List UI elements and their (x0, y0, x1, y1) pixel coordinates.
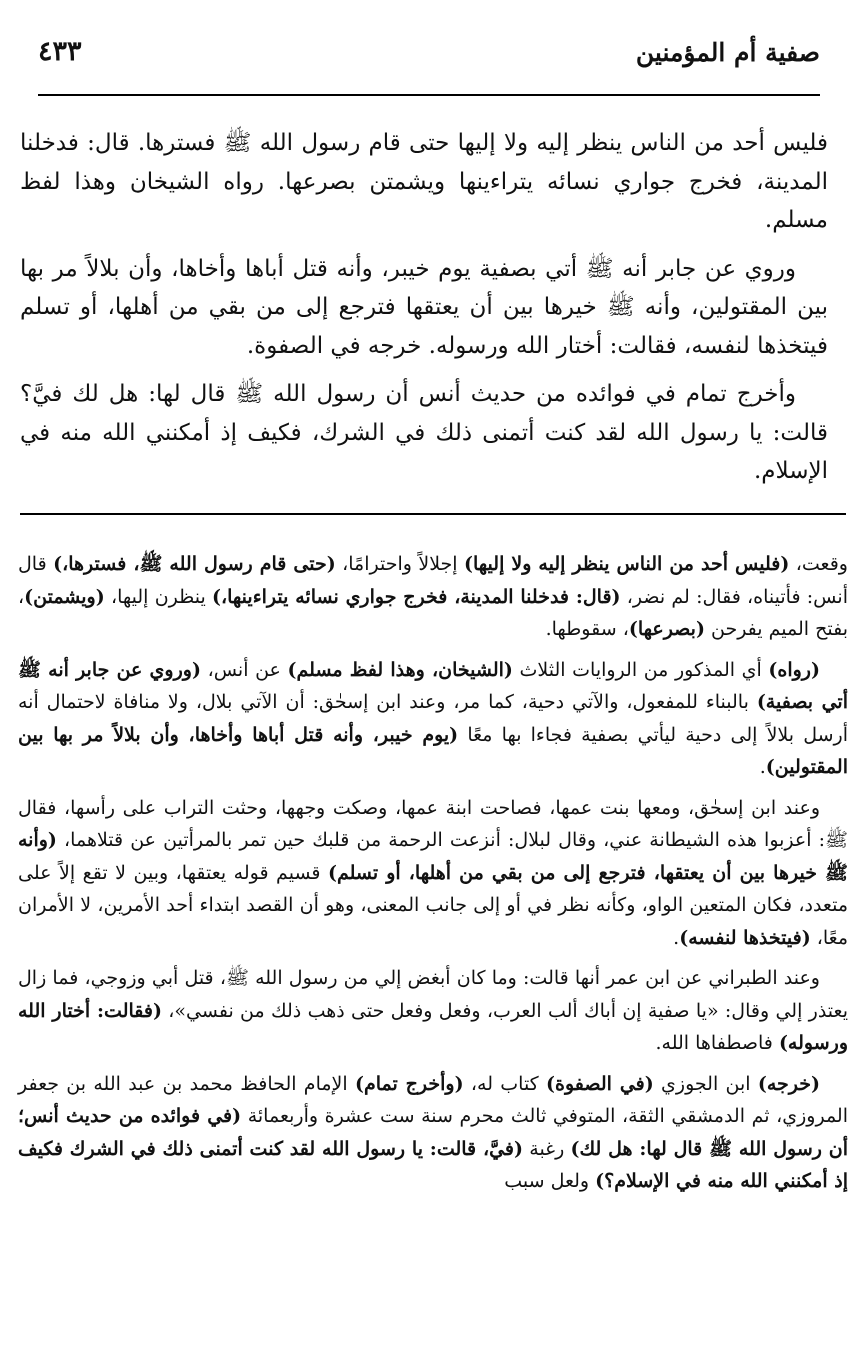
commentary-text: قسيم قوله يعتقها، وبين لا تقع إلاً على متعدد، فكان المتعين الواو، وكأنه نظر في أو إلى جانب المعنى، وهو أن القصد ابتداء أحد الأمرين، لا الأمران معًا، (18, 861, 848, 949)
commentary-text: فاصطفاها الله. (655, 1032, 779, 1054)
quoted-main-text: (وأخرج تمام) (354, 1072, 464, 1095)
commentary-text: وعند ابن إسحٰق، ومعها بنت عمها، فصاحت ابنة عمها، وصكت وجهها، وحثت التراب على رأسها، فقال ﷺ: أعزبوا هذه الشيطانة عني، وقال لبلال: أنزعت الرحمة من قلبك حين تمر بالمرأتين عن قتلاهما، (18, 796, 848, 851)
page-header (38, 32, 820, 84)
commentary-paragraph (18, 654, 848, 784)
commentary-text: الإمام الحافظ محمد بن عبد الله بن جعفر المروزي، ثم الدمشقي الثقة، المتوفي ثالث محرم سنة ست عشرة وأربعمائة (18, 1072, 848, 1127)
main-text-paragraph: فليس أحد من الناس ينظر إليه ولا إليها حتى قام رسول الله ﷺ فسترها. قال: فدخلنا المدينة، فخرج جواري نسائه يتراءينها ويشمتن بصرعها. رواه الشيخان وهذا لفظ مسلم. (20, 130, 828, 233)
main-text-paragraph: وأخرج تمام في فوائده من حديث أنس أن رسول الله ﷺ قال لها: هل لك فيَّ؟ قالت: يا رسول الله لقد كنت أتمنى ذلك في الشرك، فكيف إذ أمكنني الله منه في الإسلام. (20, 381, 828, 484)
commentary-text: وقعت، (789, 553, 848, 575)
commentary (18, 548, 848, 1206)
quoted-main-text: (قال: فدخلنا المدينة، فخرج جواري نسائه يتراءينها،) (212, 585, 621, 608)
page-number: ٤٣٣ (38, 36, 82, 67)
quoted-main-text: (خرجه) (757, 1072, 820, 1095)
quoted-main-text: (وأنه ﷺ خيرها بين أن يعتقها، فترجع إلى من بقي من أهلها، أو تسلم) (18, 829, 848, 884)
main-text-paragraph: وروي عن جابر أنه ﷺ أتي بصفية يوم خيبر، وأنه قتل أباها وأخاها، وأن بلالاً مر بها بين المقتولين، وأنه ﷺ خيرها بين أن يعتقها فترجع إلى من بقي من أهلها، أو تسلم فيتخذها لنفسه، فقالت: أختار الله ورسوله. خرجه في الصفوة. (20, 255, 828, 359)
commentary-text: . (759, 756, 766, 778)
commentary-text: ابن الجوزي (653, 1072, 758, 1095)
commentary-text: قال أنس: فأتيناه، فقال: لم نضر، (18, 553, 848, 608)
running-title: صفية أم المؤمنين (635, 38, 820, 67)
commentary-paragraph (18, 962, 848, 1060)
quoted-main-text: (الشيخان، وهذا لفظ مسلم) (287, 658, 513, 681)
commentary-text: إجلالاً واحترامًا، (335, 553, 465, 575)
quoted-main-text: (يوم خيبر، وأنه قتل أباها وأخاها، وأن بلالاً مر بها بين المقتولين) (18, 723, 848, 778)
commentary-text: بالبناء للمفعول، والآتي دحية، كما مر، وعند ابن إسحٰق: أن الآتي بلال، ولا منافاة لاحتمال أنه أرسل بلالاً إلى دحية ليأتي بصفية فجاءا بها معًا (18, 691, 848, 746)
section-divider (20, 513, 846, 515)
quoted-main-text: (فيتخذها لنفسه) (679, 926, 811, 949)
commentary-text: ولعل سبب (504, 1170, 596, 1192)
quoted-main-text: (ويشمتن) (24, 585, 105, 608)
quoted-main-text: (فليس أحد من الناس ينظر إليه ولا إليها) (464, 553, 790, 575)
commentary-text: . (673, 926, 680, 949)
commentary-text: ، بفتح الميم يفرحن (18, 585, 848, 640)
commentary-text: رغبة (523, 1137, 571, 1160)
quoted-main-text: (بصرعها) (628, 618, 705, 640)
header-rule (38, 94, 820, 96)
quoted-main-text: (رواه) (768, 658, 820, 681)
quoted-main-text: (فيَّ، قالت: يا رسول الله لقد كنت أتمنى ذلك في الشرك فكيف إذ أمكنني الله منه في الإسلام؟) (18, 1137, 848, 1192)
quoted-main-text: (في فوائده من حديث أنس؛ أن رسول الله ﷺ قال لها: هل لك) (18, 1105, 848, 1160)
commentary-text: أي المذكور من الروايات الثلاث (512, 658, 769, 681)
commentary-text: ، سقوطها. (545, 618, 629, 640)
commentary-text: عن أنس، (200, 658, 288, 681)
main-text (20, 124, 828, 501)
quoted-main-text: (وروي عن جابر أنه ﷺ أتي بصفية) (18, 658, 848, 713)
commentary-paragraph (18, 1068, 848, 1198)
quoted-main-text: (حتى قام رسول الله ﷺ، فسترها،) (53, 553, 336, 575)
commentary-paragraph (18, 792, 848, 955)
commentary-text: ينظرن إليها، (104, 585, 212, 608)
quoted-main-text: (في الصفوة) (546, 1072, 654, 1095)
commentary-text: وعند الطبراني عن ابن عمر أنها قالت: وما كان أبغض إلي من رسول الله ﷺ، قتل أبي وزوجي، فما زال يعتذر إلي وقال: «يا صفية إن أباك ألب العرب، وفعل وفعل حتى ذهب ذلك من نفسي»، (18, 967, 848, 1022)
commentary-text: كتاب له، (463, 1072, 547, 1095)
commentary-paragraph (18, 548, 848, 646)
quoted-main-text: (فقالت: أختار الله ورسوله) (18, 999, 848, 1054)
